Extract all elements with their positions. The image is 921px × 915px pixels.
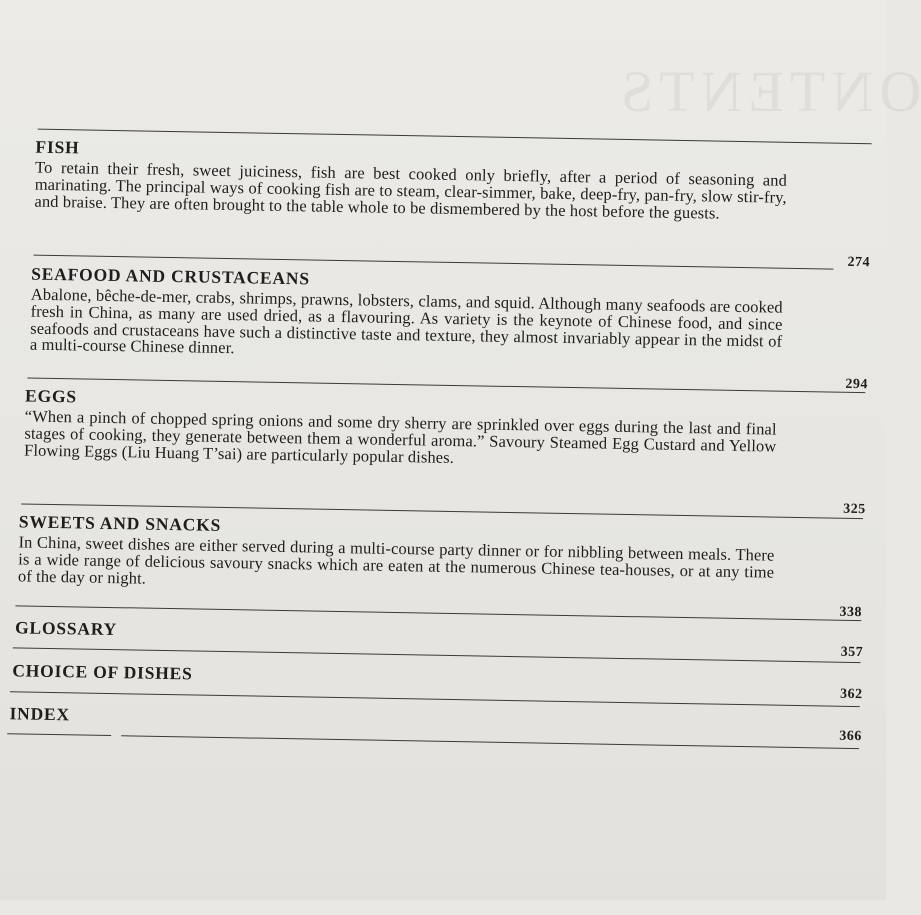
section-heading: SWEETS AND SNACKS bbox=[18, 511, 222, 535]
page-number: 357 bbox=[840, 644, 864, 661]
toc-entry-eggs[interactable] bbox=[24, 385, 777, 473]
toc-entry-seafood-and-crustaceans[interactable] bbox=[30, 263, 783, 367]
section-description: Abalone, bêche-de-mer, crabs, shrimps, prawns, lobsters, clams, and squid. Although many seafoods are cooked fresh in China, as many are used dried, as a flavouring. As variety is the keynote of Chinese food, and since seafoods and crustaceans have such a distinctive taste and texture, they almost invariably appear in the midst of a multi-course Chinese dinner. bbox=[29, 284, 783, 358]
page-number: 274 bbox=[847, 254, 871, 271]
page-number: 366 bbox=[839, 728, 862, 745]
section-heading: FISH bbox=[35, 136, 80, 158]
toc-entry-glossary[interactable] bbox=[15, 616, 615, 648]
toc-entry-choice-of-dishes[interactable] bbox=[12, 659, 612, 691]
section-divider bbox=[7, 733, 111, 736]
page-number: 325 bbox=[843, 501, 866, 518]
section-heading: SEAFOOD AND CRUSTACEANS bbox=[31, 263, 311, 289]
section-heading: CHOICE OF DISHES bbox=[12, 660, 193, 684]
section-heading: EGGS bbox=[24, 385, 78, 407]
toc-entry-fish[interactable] bbox=[34, 136, 787, 224]
bleed-through-text: ONTENTS bbox=[615, 59, 921, 124]
section-description: To retain their fresh, sweet juiciness, fish are best cooked only briefly, after a period of seasoning and marinating. The principal ways of cooking fish are to steam, clear-simmer, bake, deep-fry, pan-fry, slow stir-fry, and braise. They are often brought to the table whole to be dismembered by the host before the guests. bbox=[34, 157, 788, 223]
section-heading: GLOSSARY bbox=[14, 617, 118, 640]
section-description: “When a pinch of chopped spring onions and some dry sherry are sprinkled over eggs during the last and final stages of cooking, they generate between them a wonderful aroma.” Savoury Steamed Egg Custard and Yellow Flowing Eggs (Liu Huang T’sai) are particularly popular dishes. bbox=[23, 406, 777, 467]
toc-entry-index[interactable] bbox=[9, 702, 609, 734]
page-number: 362 bbox=[839, 686, 863, 703]
section-divider bbox=[121, 735, 859, 749]
section-heading: INDEX bbox=[9, 703, 71, 725]
page-number: 294 bbox=[845, 376, 869, 393]
section-description: In China, sweet dishes are either served during a multi-course party dinner or for nibbling between meals. There is a wide range of delicious savoury snacks which are eaten at the numerous Chinese tea-houses, or at any time of the day or night. bbox=[17, 532, 775, 588]
toc-entry-sweets-and-snacks[interactable] bbox=[18, 510, 775, 598]
page-number: 338 bbox=[839, 604, 863, 621]
